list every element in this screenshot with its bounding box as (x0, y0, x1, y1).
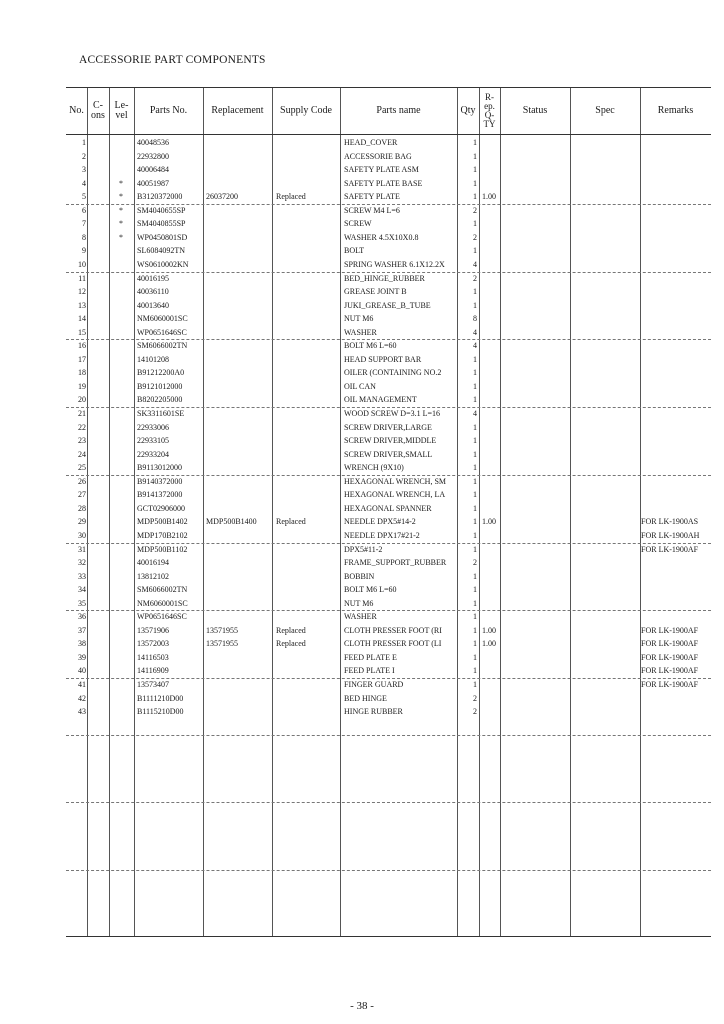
row-number: 25 (78, 463, 86, 473)
quantity: 1 (473, 381, 477, 391)
quantity: 1 (473, 192, 477, 202)
quantity: 1 (473, 666, 477, 676)
remarks: FOR LK-1900AF (641, 639, 699, 649)
parts-number: MDP500B1102 (137, 544, 188, 554)
header-spec: Spec (595, 105, 615, 116)
quantity: 1 (473, 151, 477, 161)
parts-number: 22932800 (137, 151, 169, 161)
parts-number: B91212200A0 (137, 368, 185, 378)
parts-name: BOLT M6 L=60 (344, 585, 397, 595)
quantity: 1 (473, 395, 477, 405)
table-row (66, 272, 711, 286)
quantity: 2 (473, 205, 477, 215)
quantity: 1 (473, 436, 477, 446)
row-group-divider (66, 802, 711, 803)
row-number: 42 (78, 693, 86, 703)
parts-number: SL6084092TN (137, 246, 185, 256)
parts-name: SPRING WASHER 6.1X12.2X (344, 259, 445, 269)
replacement-quantity: 1.00 (482, 192, 496, 202)
quantity: 2 (473, 707, 477, 717)
parts-number: WP0450801SD (137, 232, 188, 242)
quantity: 1 (473, 287, 477, 297)
quantity: 1 (473, 544, 477, 554)
parts-name: OIL MANAGEMENT (344, 395, 417, 405)
table-row (66, 231, 711, 245)
quantity: 2 (473, 232, 477, 242)
table-row (66, 353, 711, 367)
table-row (66, 285, 711, 299)
parts-name: JUKI_GREASE_B_TUBE (344, 300, 431, 310)
header-parts-name: Parts name (376, 105, 421, 116)
parts-number: 40013640 (137, 300, 169, 310)
row-group-divider (66, 475, 711, 476)
parts-number: 40016195 (137, 273, 169, 283)
quantity: 1 (473, 612, 477, 622)
parts-name: WRENCH (9X10) (344, 463, 404, 473)
parts-name: BED_HINGE_RUBBER (344, 273, 425, 283)
header-no: No. (69, 105, 84, 116)
parts-name: OILER (CONTAINING NO.2 (344, 368, 442, 378)
table-row (66, 488, 711, 502)
parts-name: SAFETY PLATE ASM (344, 165, 419, 175)
quantity: 1 (473, 476, 477, 486)
table-row (66, 244, 711, 258)
row-group-divider (66, 678, 711, 679)
header-rep-qty: R- ep. Q- TY (483, 92, 496, 129)
parts-number: NM6060001SC (137, 598, 188, 608)
parts-name: FEED PLATE E (344, 652, 397, 662)
table-row (66, 393, 711, 407)
parts-name: SCREW M4 L=6 (344, 205, 400, 215)
parts-name: SCREW DRIVER,MIDDLE (344, 436, 437, 446)
parts-name: CLOTH PRESSER FOOT (LI (344, 639, 442, 649)
parts-number: B9113012000 (137, 463, 183, 473)
table-row (66, 705, 711, 719)
quantity: 4 (473, 259, 477, 269)
page-title: ACCESSORIE PART COMPONENTS (79, 54, 266, 66)
parts-name: BOLT M6 L=60 (344, 341, 397, 351)
header-qty: Qty (460, 105, 476, 116)
parts-number: GCT02906000 (137, 503, 185, 513)
row-number: 1 (82, 138, 86, 147)
parts-number: 40051987 (137, 178, 169, 188)
quantity: 1 (473, 300, 477, 310)
table-row (66, 692, 711, 706)
parts-number: B1115210D00 (137, 707, 184, 717)
row-number: 11 (78, 273, 86, 283)
quantity: 1 (473, 463, 477, 473)
supply-code: Replaced (276, 625, 306, 635)
parts-number: SK3311601SE (137, 409, 185, 418)
table-row (66, 448, 711, 462)
parts-number: SM6066002TN (137, 585, 188, 595)
table-row (66, 529, 711, 543)
parts-number: B9141372000 (137, 490, 183, 500)
parts-table (66, 87, 711, 937)
row-number: 2 (82, 151, 86, 161)
replacement-number: MDP500B1400 (206, 517, 257, 527)
parts-name: SAFETY PLATE BASE (344, 178, 423, 188)
table-row (66, 434, 711, 448)
level-marker: * (119, 205, 123, 215)
quantity: 4 (473, 409, 477, 418)
supply-code: Replaced (276, 192, 306, 202)
table-row (66, 570, 711, 584)
row-number: 35 (78, 598, 86, 608)
quantity: 1 (473, 219, 477, 229)
table-row (66, 150, 711, 164)
header-supply-code: Supply Code (280, 105, 332, 116)
row-number: 21 (78, 409, 86, 418)
remarks: FOR LK-1900AF (641, 544, 699, 554)
row-number: 16 (78, 341, 86, 351)
table-row (66, 299, 711, 313)
quantity: 1 (473, 422, 477, 432)
page-number: - 38 - (350, 1000, 374, 1012)
quantity: 1 (473, 490, 477, 500)
quantity: 1 (473, 178, 477, 188)
parts-number: 22933105 (137, 436, 169, 446)
row-group-divider (66, 272, 711, 273)
parts-number: 40006484 (137, 165, 169, 175)
row-group-divider (66, 407, 711, 408)
row-group-divider (66, 870, 711, 871)
table-row (66, 312, 711, 326)
table-row (66, 678, 711, 692)
header-divider (66, 134, 711, 135)
row-group-divider (66, 204, 711, 205)
level-marker: * (119, 178, 123, 188)
row-number: 3 (82, 165, 86, 175)
row-number: 38 (78, 639, 86, 649)
parts-name: DPX5#11-2 (344, 544, 383, 554)
parts-name: FEED PLATE I (344, 666, 395, 676)
parts-number: B3120372000 (137, 192, 183, 202)
table-row (66, 637, 711, 651)
row-number: 5 (82, 192, 86, 202)
parts-name: GREASE JOINT B (344, 287, 407, 297)
row-number: 29 (78, 517, 86, 527)
parts-number: WP0651646SC (137, 612, 187, 622)
parts-name: WOOD SCREW D=3.1 L=16 (344, 409, 440, 418)
table-row (66, 651, 711, 665)
remarks: FOR LK-1900AF (641, 666, 699, 676)
row-number: 7 (82, 219, 86, 229)
remarks: FOR LK-1900AF (641, 625, 699, 635)
parts-number: B8202205000 (137, 395, 183, 405)
table-row (66, 190, 711, 204)
quantity: 1 (473, 585, 477, 595)
table-row (66, 136, 711, 150)
parts-number: 22933006 (137, 422, 169, 432)
table-row (66, 339, 711, 353)
table-row (66, 163, 711, 177)
parts-number: SM6066002TN (137, 341, 188, 351)
row-number: 13 (78, 300, 86, 310)
table-row (66, 664, 711, 678)
table-row (66, 502, 711, 516)
parts-name: NUT M6 (344, 598, 374, 608)
row-number: 17 (78, 354, 86, 364)
row-number: 32 (78, 558, 86, 568)
table-row (66, 583, 711, 597)
remarks: FOR LK-1900AH (641, 530, 700, 540)
parts-number: 13572003 (137, 639, 169, 649)
parts-name: SCREW (344, 219, 372, 229)
parts-name: HEAD_COVER (344, 138, 398, 147)
row-number: 24 (78, 449, 86, 459)
parts-number: 13571906 (137, 625, 169, 635)
table-row (66, 217, 711, 231)
row-group-divider (66, 543, 711, 544)
table-row (66, 597, 711, 611)
parts-name: WASHER (344, 327, 377, 337)
replacement-number: 13571955 (206, 625, 238, 635)
parts-name: HEAD SUPPORT BAR (344, 354, 422, 364)
quantity: 1 (473, 138, 477, 147)
quantity: 1 (473, 639, 477, 649)
row-number: 18 (78, 368, 86, 378)
row-group-divider (66, 610, 711, 611)
quantity: 2 (473, 558, 477, 568)
row-number: 22 (78, 422, 86, 432)
parts-number: 14101208 (137, 354, 169, 364)
row-number: 15 (78, 327, 86, 337)
quantity: 1 (473, 246, 477, 256)
parts-number: 13812102 (137, 571, 169, 581)
row-group-divider (66, 339, 711, 340)
row-number: 28 (78, 503, 86, 513)
table-row (66, 624, 711, 638)
header-remarks: Remarks (657, 105, 694, 116)
supply-code: Replaced (276, 517, 306, 527)
quantity: 1 (473, 680, 477, 689)
parts-name: WASHER (344, 612, 377, 622)
header-cons: C- ons (91, 100, 105, 121)
row-number: 36 (78, 612, 86, 622)
parts-name: BOLT (344, 246, 365, 256)
parts-number: SM4040855SP (137, 219, 186, 229)
quantity: 8 (473, 314, 477, 324)
remarks: FOR LK-1900AS (641, 517, 699, 527)
quantity: 2 (473, 273, 477, 283)
replacement-number: 13571955 (206, 639, 238, 649)
parts-name: HEXAGONAL WRENCH, SM (344, 476, 446, 486)
parts-number: WS0610002KN (137, 259, 189, 269)
header-level: Le- vel (114, 100, 129, 121)
parts-number: 22933204 (137, 449, 169, 459)
row-number: 9 (82, 246, 86, 256)
replacement-number: 26037200 (206, 192, 238, 202)
level-marker: * (119, 219, 123, 229)
parts-number: MDP500B1402 (137, 517, 188, 527)
parts-name: NEEDLE DPX5#14-2 (344, 517, 416, 527)
quantity: 4 (473, 327, 477, 337)
parts-name: SCREW DRIVER,SMALL (344, 449, 433, 459)
replacement-quantity: 1.00 (482, 625, 496, 635)
parts-name: FINGER GUARD (344, 680, 404, 689)
table-row (66, 556, 711, 570)
parts-number: 40016194 (137, 558, 169, 568)
table-row (66, 366, 711, 380)
row-number: 34 (78, 585, 86, 595)
header-replacement: Replacement (211, 105, 264, 116)
row-number: 27 (78, 490, 86, 500)
parts-name: WASHER 4.5X10X0.8 (344, 232, 419, 242)
parts-number: WP0651646SC (137, 327, 187, 337)
parts-number: SM4040655SP (137, 205, 186, 215)
quantity: 1 (473, 368, 477, 378)
row-number: 41 (78, 680, 86, 689)
table-row (66, 421, 711, 435)
parts-name: SCREW DRIVER,LARGE (344, 422, 432, 432)
parts-number: 14116503 (137, 652, 169, 662)
row-number: 33 (78, 571, 86, 581)
quantity: 4 (473, 341, 477, 351)
row-number: 31 (78, 544, 86, 554)
row-number: 14 (78, 314, 86, 324)
table-row (66, 177, 711, 191)
level-marker: * (119, 232, 123, 242)
table-row (66, 326, 711, 340)
parts-number: MDP170B2102 (137, 530, 188, 540)
table-row (66, 204, 711, 218)
row-number: 4 (82, 178, 86, 188)
parts-number: NM6060001SC (137, 314, 188, 324)
quantity: 1 (473, 449, 477, 459)
parts-name: OIL CAN (344, 381, 376, 391)
parts-name: HINGE RUBBER (344, 707, 403, 717)
row-number: 26 (78, 476, 86, 486)
row-number: 40 (78, 666, 86, 676)
quantity: 1 (473, 530, 477, 540)
parts-number: 40048536 (137, 138, 169, 147)
table-row (66, 475, 711, 489)
table-row (66, 610, 711, 624)
header-parts-no: Parts No. (149, 105, 188, 116)
replacement-quantity: 1.00 (482, 639, 496, 649)
parts-number: B1111210D00 (137, 693, 184, 703)
table-row (66, 380, 711, 394)
parts-name: NUT M6 (344, 314, 374, 324)
remarks: FOR LK-1900AF (641, 680, 699, 689)
parts-name: SAFETY PLATE (344, 192, 400, 202)
level-marker: * (119, 192, 123, 202)
row-number: 37 (78, 625, 86, 635)
quantity: 1 (473, 652, 477, 662)
parts-name: CLOTH PRESSER FOOT (RI (344, 625, 442, 635)
parts-number: 13573407 (137, 680, 169, 689)
quantity: 1 (473, 625, 477, 635)
row-group-divider (66, 735, 711, 736)
parts-name: HEXAGONAL SPANNER (344, 503, 432, 513)
table-row (66, 258, 711, 272)
row-number: 23 (78, 436, 86, 446)
table-row (66, 407, 711, 421)
quantity: 1 (473, 165, 477, 175)
parts-name: ACCESSORIE BAG (344, 151, 412, 161)
parts-number: B9121012000 (137, 381, 183, 391)
parts-number: 40036110 (137, 287, 169, 297)
quantity: 1 (473, 598, 477, 608)
header-status: Status (522, 105, 548, 116)
remarks: FOR LK-1900AF (641, 652, 699, 662)
quantity: 2 (473, 693, 477, 703)
quantity: 1 (473, 354, 477, 364)
quantity: 1 (473, 503, 477, 513)
parts-number: B9140372000 (137, 476, 183, 486)
row-number: 43 (78, 707, 86, 717)
parts-name: FRAME_SUPPORT_RUBBER (344, 558, 447, 568)
parts-name: HEXAGONAL WRENCH, LA (344, 490, 446, 500)
row-number: 8 (82, 232, 86, 242)
parts-number: 14116909 (137, 666, 169, 676)
parts-name: NEEDLE DPX17#21-2 (344, 530, 420, 540)
parts-name: BED HINGE (344, 693, 387, 703)
row-number: 39 (78, 652, 86, 662)
parts-name: BOBBIN (344, 571, 375, 581)
quantity: 1 (473, 571, 477, 581)
table-row (66, 515, 711, 529)
supply-code: Replaced (276, 639, 306, 649)
row-number: 12 (78, 287, 86, 297)
row-number: 20 (78, 395, 86, 405)
row-number: 6 (82, 205, 86, 215)
row-number: 10 (78, 259, 86, 269)
row-number: 19 (78, 381, 86, 391)
table-row (66, 543, 711, 557)
row-number: 30 (78, 530, 86, 540)
replacement-quantity: 1.00 (482, 517, 496, 527)
quantity: 1 (473, 517, 477, 527)
table-row (66, 461, 711, 475)
